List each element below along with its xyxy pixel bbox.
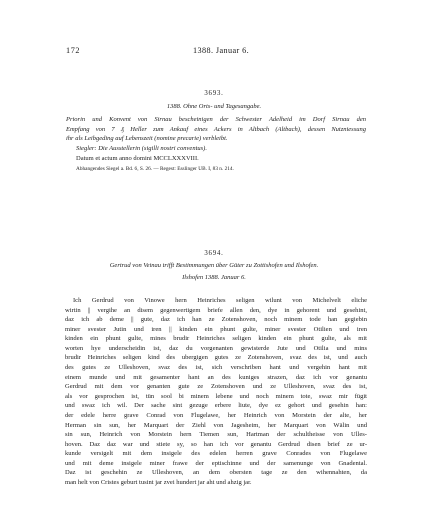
text-line: und swaz ich wil. Der sache sint gezuge erbere liute, dye ez gehort und gesehin han: [65,402,367,410]
datum-line-3693: Datum et actum anno domini MCCLXXXVIII. [76,155,199,162]
document-text-3694 [65,296,367,488]
running-title: 1388. Januar 6. [193,46,250,55]
text-line: hoven. Daz daz war und stiete sy, so han ich vor genantu Gerdrud disen brief ze ur- [65,440,367,448]
text-line: wirtin || vergihe an disem gegenwertigem briefe allen den, dye in gehorent und gesehint, [65,306,367,314]
regest-3693 [66,115,366,144]
text-line: man helt von Cristes geburt tusint jar zvei hundert jar aht und ahzig jar. [65,478,252,486]
seal-note-3693 [76,145,207,152]
text-line: und mit deme insigele miner frawe der eptischinne und der samenunge von Gnadental. [65,459,367,467]
text-line: Herman sin sun, her Marquart der Ziehl von Jagesheim, her Marquart von Wälin und [65,421,367,429]
footnote-3693: Abhangendes Siegel a. Bd. 6, S. 26. — Regest: Esslinger UB. I, 83 n. 214. [76,166,234,172]
regest-3694: Gertrud von Veinau trifft Bestimmungen über Güter zu Zottishofen und Ilshofen. [109,262,319,269]
document-number-3693: 3693. [204,90,224,97]
text-line: daz ich ab deme || gute, daz ich han ze Zotenshoven, noch minem tode han gegiebin [65,316,367,324]
dateline-3694: Ilshofen 1388. Januar 6. [182,274,246,281]
text-line: der edele herre grave Conrad von Flugelawe, her Heinrich von Morstein der alte, her [65,411,367,419]
text-line: sin sun, Heinrich von Morstein hern Tiemen sun, Hartman der schultheisse von Ulles- [65,431,367,439]
seal-line: Siegler: Die Ausstellerin (sigilli nostri conventus). [76,145,207,152]
text-line: kunde versigelt mit dem insigele des edelen herren grave Conrades von Flugelawe [65,450,367,458]
text-line: miner svester Jutin und iren || kinden ein phunt gulte, miner svester Otilien und iren [65,325,367,333]
regest-line: Priorin und Konvent von Sirnau bescheinigen der Schwester Adelheid im Dorf Sirnau den [66,116,366,123]
text-line: kinden ein phunt gulte, mines brudir Heinriches seligen kinden ein phunt gulte, als mit [65,335,367,343]
dateline-3693: 1388. Ohne Orts- und Tagesangabe. [166,103,262,110]
text-line: einem munde und mit gesamenter hant an des kuniges strazen, daz ich vor genantu [65,373,367,381]
text-line: Ich Gerdrud von Vinowe hern Heinriches seligen wilunt von Michelvelt eliche [73,297,367,304]
document-number-3694: 3694. [204,250,224,257]
text-line: als vor gesprochen ist, tün sool bi minem lebene und noch minem tote, swaz mir fügit [65,392,367,400]
regest-line: Empfang von 7 ₰ Heller zum Ankauf eines Ackers in Altbach (Altbach), dessen Nutzniessung [66,125,366,133]
text-line: worten hye underscheidin ist, daz du vorgenanten gewisterde Jute und Otilia und mins [65,344,367,352]
text-line: brudir Heinriches seligen kind des ubergigen gutes ze Zotenshoven, svaz des ist, und auch [65,354,367,362]
text-line: des gutes ze Ulleshoven, svaz des ist, sich verschriben hant und vergehin hant mit [65,364,367,372]
text-line: Gerdrud mit dem vor genanten gute ze Zotenshoven und ze Ulleshoven, svaz des ist, [65,383,367,391]
regest-line: ihr als Leibgeding auf Lebenszeit (nomine precarie) verbleibt. [66,135,228,142]
text-line: Daz ist geschehin ze Ulleshoven, an dem obersten tage ze den wihennahten, da [65,469,367,477]
page-number: 172 [66,46,81,55]
